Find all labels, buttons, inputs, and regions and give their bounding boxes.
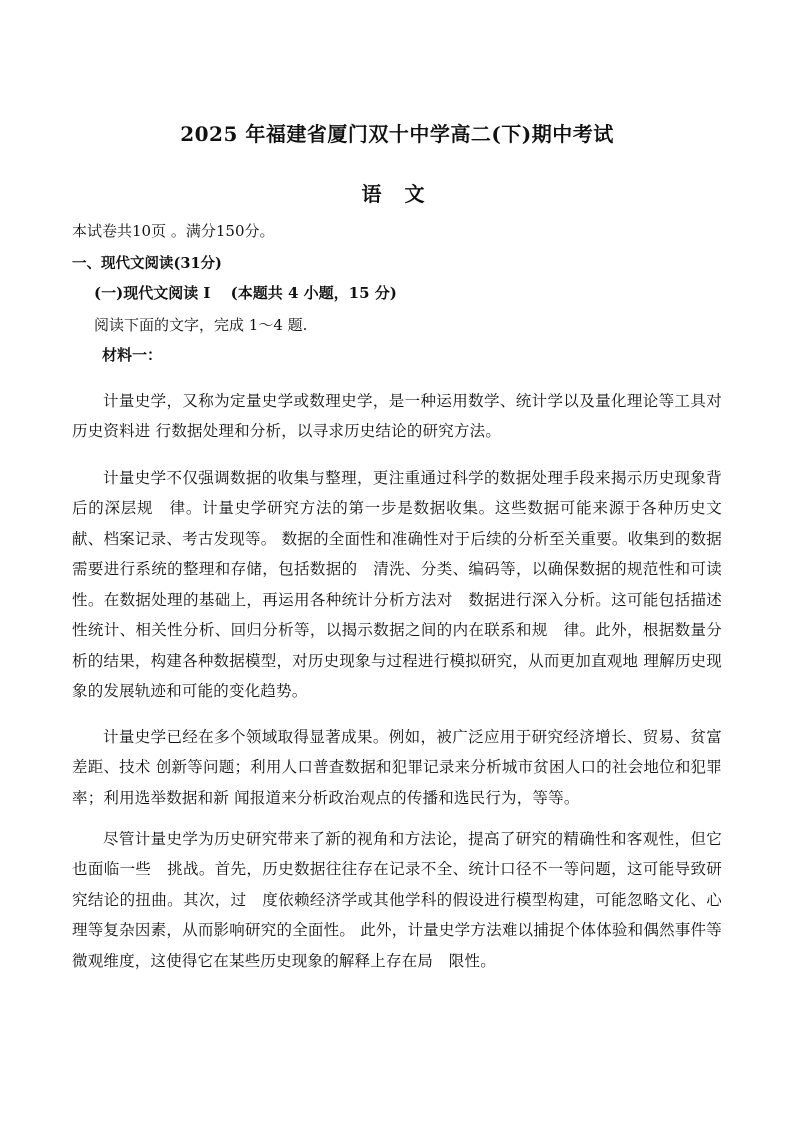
exam-title: 2025 年福建省厦门双十中学高二(下)期中考试 [180, 122, 614, 146]
paragraph: 计量史学不仅强调数据的收集与整理，更注重通过科学的数据处理手段来揭示历史现象背后的深层规 律。计量史学研究方法的第一步是数据收集。这些数据可能来源于各种历史文献、档案记录、考古发现等。 数据的全面性和准确性对于后续的分析至关重要。收集到的数据需要进行系统的整理和存储，包括数据的 清洗、分类、编码等，以确保数据的规范性和可读性。在数据处理的基础上，再运用各种统计分析方法对 数据进行深入分析。这可能包括描述性统计、相关性分析、回归分析等，以揭示数据之间的内在联系和规 律。此外，根据数量分析的结果，构建各种数据模型，对历史现象与过程进行模拟研究，从而更加直观地 理解历史现象的发展轨迹和可能的变化趋势。 [72, 468, 722, 700]
subsection-heading: (一)现代文阅读 I (本题共 4 小题，15 分) [94, 284, 397, 302]
section-heading: 一、现代文阅读(31分) [72, 255, 222, 272]
material-label: 材料一： [102, 346, 163, 364]
paragraph: 尽管计量史学为历史研究带来了新的视角和方法论，提高了研究的精确性和客观性，但它也面临一些 挑战。首先，历史数据往往存在记录不全、统计口径不一等问题，这可能导致研究结论的扭曲。其次，过 度依赖经济学或其他学科的假设进行模型构建，可能忽略文化、心理等复杂因素，从而影响研究的全面性。 此外，计量史学方法难以捕捉个体体验和偶然事件等微观维度，这使得它在某些历史现象的解释上存在局 限性。 [72, 829, 722, 970]
reading-instruction: 阅读下面的文字，完成 1～4 题. [94, 316, 308, 334]
exam-intro: 本试卷共10页 。满分150分。 [72, 222, 275, 240]
subject-heading: 语 文 [361, 182, 433, 206]
paragraph: 计量史学已经在多个领域取得显著成果。例如，被广泛应用于研究经济增长、贸易、贫富差距、技术 创新等问题；利用人口普查数据和犯罪记录来分析城市贫困人口的社会地位和犯罪率；利用选举数据和新 闻报道来分析政治观点的传播和选民行为，等等。 [72, 727, 722, 807]
paragraph: 计量史学，又称为定量史学或数理史学，是一种运用数学、统计学以及量化理论等工具对历史资料进 行数据处理和分析，以寻求历史结论的研究方法。 [72, 391, 722, 440]
